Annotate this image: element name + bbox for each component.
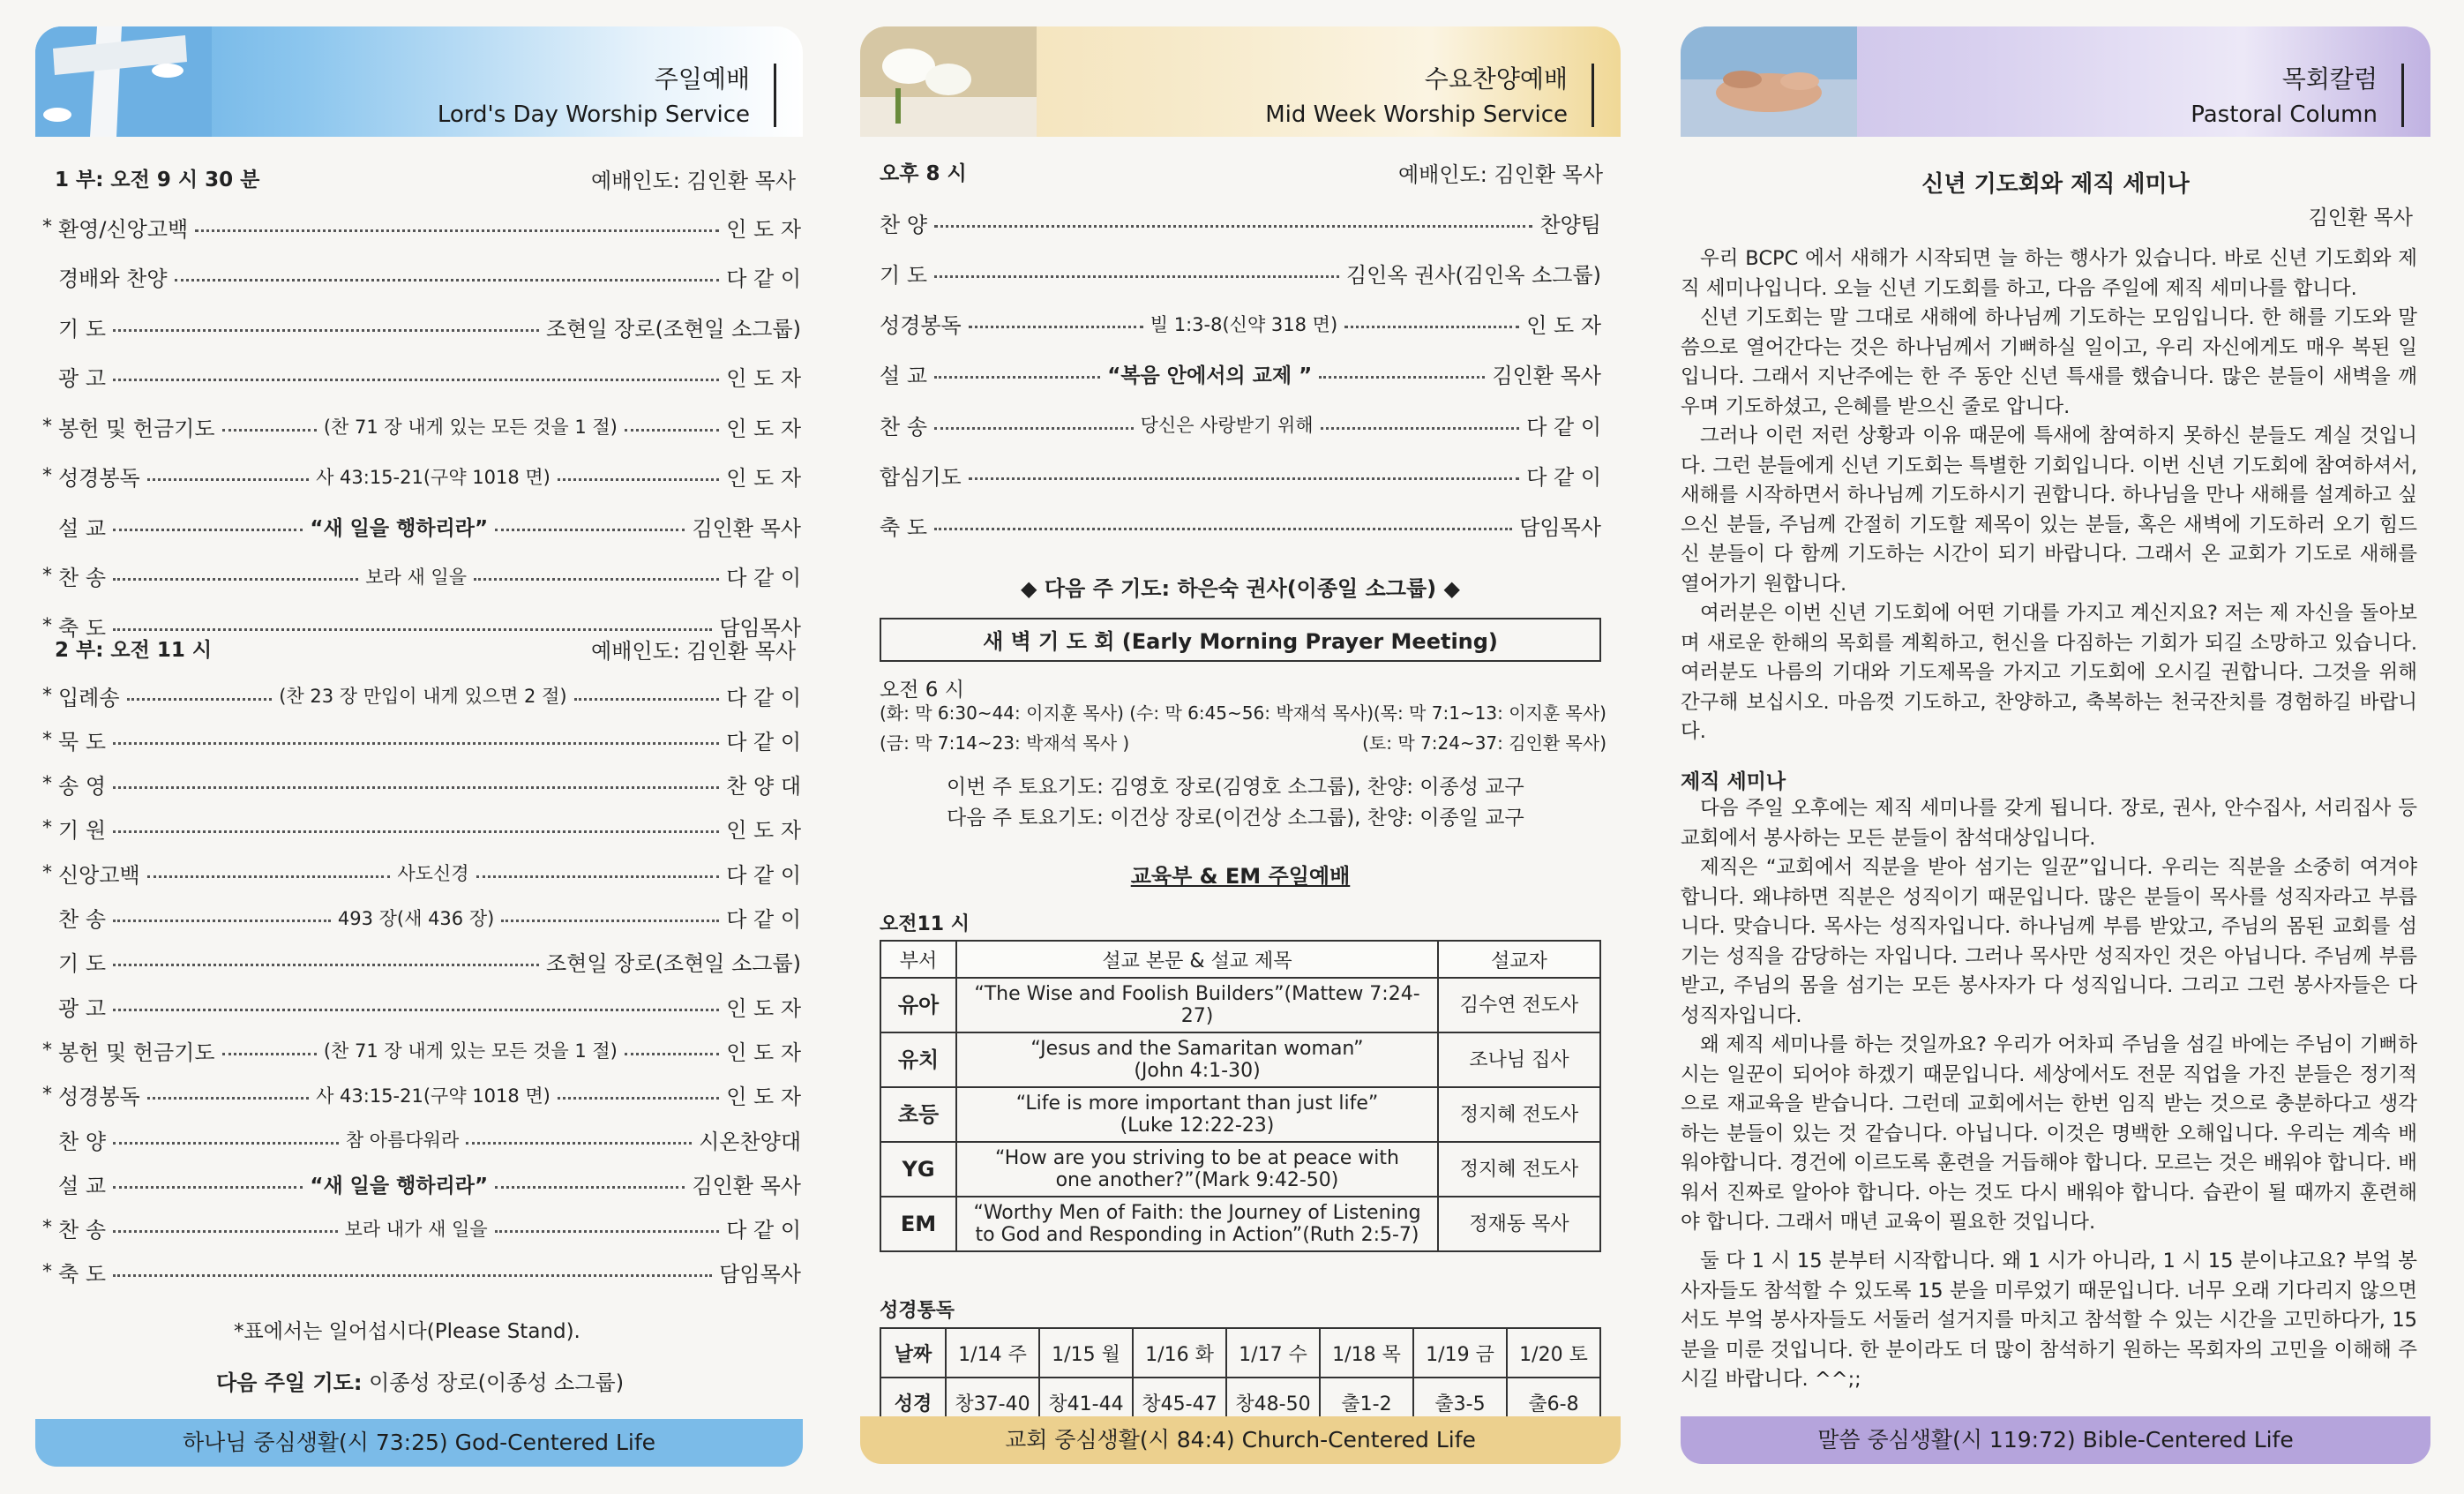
reading-book: 출3-5 (1413, 1378, 1507, 1427)
order-leader-dots (113, 529, 303, 531)
order-star: * (42, 1261, 52, 1284)
order-item-name: 설 교 (58, 515, 106, 541)
order-item-leader: 다 같 이 (726, 566, 801, 590)
order-item-leader: 다 같 이 (726, 1218, 801, 1243)
order-leader-dots (495, 1230, 720, 1233)
order-leader-dots (113, 1142, 339, 1145)
order-item-leader: 시온찬양대 (699, 1129, 802, 1154)
header-accent-bar (774, 64, 776, 127)
order-leader-dots (113, 1274, 712, 1277)
order-item-leader: 다 같 이 (726, 267, 801, 291)
article-body-3 (1681, 1247, 2417, 1395)
order-item-name: 기 도 (58, 951, 106, 977)
order-item-leader: 찬 양 대 (726, 774, 801, 800)
order-item-leader: 다 같 이 (1526, 414, 1601, 439)
education-dept: 유치 (880, 1032, 956, 1087)
education-header-dept: 부서 (880, 941, 956, 978)
education-text-line2: (Luke 12:22-23) (1120, 1115, 1275, 1137)
order-leader-dots (625, 429, 719, 432)
order-item-leader: 다 같 이 (726, 729, 801, 755)
sunday-title-ko: 주일예배 (654, 64, 750, 94)
seminar-subtitle: 제직 세미나 (1681, 770, 1786, 793)
education-preacher: 김수연 전도사 (1438, 978, 1600, 1032)
order-item-leader: 조현일 장로(조현일 소그룹) (545, 316, 801, 342)
saturday-prayer-this-week: 이번 주 토요기도: 김영호 장로(김영호 소그룹), 찬양: 이종성 교구 (947, 776, 1524, 799)
order-item-leader: 인 도 자 (726, 818, 801, 844)
education-preacher: 조나님 집사 (1438, 1032, 1600, 1087)
order-item-name: 찬 양 (880, 212, 927, 237)
education-table (880, 940, 1601, 1252)
midweek-title-ko: 수요찬양예배 (1424, 64, 1568, 94)
order-leader-dots (113, 379, 719, 381)
order-leader-dots (625, 1053, 719, 1055)
order-item-detail: 참 아름다워라 (345, 1130, 460, 1151)
order-leader-dots (969, 326, 1143, 328)
sunday-footer: 하나님 중심생활(시 73:25) God-Centered Life (35, 1419, 803, 1467)
education-text (956, 1142, 1438, 1197)
order-row (42, 767, 801, 802)
order-item-detail: (찬 71 장 내게 있는 모든 것을 1 절) (323, 417, 618, 438)
order-leader-dots (113, 786, 719, 789)
reading-book: 창45-47 (1133, 1378, 1226, 1427)
order-item-leader: 다 같 이 (726, 862, 801, 888)
order-item-name: 성경봉독 (58, 466, 140, 491)
order-item-name: 성경봉독 (880, 313, 962, 339)
education-header-text: 설교 본문 & 설교 제목 (956, 941, 1438, 978)
order-row (42, 359, 801, 394)
education-row (880, 1032, 1600, 1087)
order-item-name: 축 도 (58, 615, 106, 641)
education-text (956, 978, 1438, 1032)
order-item-name: 기 도 (880, 262, 927, 288)
education-text (956, 1032, 1438, 1087)
order-row (42, 678, 801, 713)
pastoral-footer: 말씀 중심생활(시 119:72) Bible-Centered Life (1681, 1416, 2430, 1464)
reading-book: 출6-8 (1507, 1378, 1600, 1427)
midweek-next-prayer: ◆ 다음 주 기도: 하은숙 권사(이종일 소그룹) ◆ (1021, 576, 1460, 601)
education-title: 교육부 & EM 주일예배 (1130, 864, 1351, 889)
order-item-name: 환영/신앙고백 (58, 216, 189, 242)
education-text-line2: to God and Responding in Action”(Ruth 2:5-7) (975, 1224, 1419, 1246)
lily-and-bible-image (860, 26, 1037, 137)
reading-book: 창37-40 (946, 1378, 1039, 1427)
bible-reading-title: 성경통독 (880, 1300, 955, 1322)
education-preacher: 정지혜 전도사 (1438, 1087, 1600, 1142)
dawn-schedule-1b: (목: 막 7:1~13: 이지훈 목사) (1373, 702, 1606, 724)
order-item-leader: 담임목사 (1519, 515, 1601, 541)
next-sunday-prayer-name: 이종성 장로(이종성 소그룹) (369, 1370, 625, 1395)
order-leader-dots (113, 329, 539, 332)
order-leader-dots (222, 429, 317, 432)
reading-date: 1/15 월 (1039, 1328, 1133, 1378)
order-item-name: 광 고 (58, 366, 106, 391)
order-star: * (42, 565, 52, 587)
order-row (42, 1077, 801, 1113)
order-item-detail: 493 장(새 436 장) (337, 907, 495, 929)
order-item-leader: 인 도 자 (726, 216, 801, 242)
order-item-leader: 김인옥 권사(김인옥 소그룹) (1345, 262, 1601, 288)
saturday-prayer-next-week: 다음 주 토요기도: 이건상 장로(이건상 소그룹), 찬양: 이종일 교구 (947, 807, 1524, 830)
article-paragraph: 신년 기도회는 말 그대로 새해에 하나님께 기도하는 모임입니다. 한 해를 기도와 말씀으로 열어간다는 것은 하나님께서 기뻐하실 일이고, 우리 자신에게도 매우 복된 일입니다. 그래서 지난주에는 한 주 동안 신년 특새를 했습니다. 많은 분들이 새벽을 깨우며 기도하셨고, 은혜를 받으신 줄로 압니다. (1681, 306, 2417, 418)
order-item-name: 봉헌 및 헌금기도 (58, 416, 215, 441)
next-sunday-prayer-label: 다음 주일 기도: (216, 1370, 363, 1395)
order-item-name: 입례송 (58, 685, 120, 710)
order-row (42, 1255, 801, 1290)
order-row (42, 309, 801, 344)
education-text-line1: “Worthy Men of Faith: the Journey of Listening (973, 1202, 1421, 1224)
order-leader-dots (113, 578, 358, 581)
reading-date: 1/18 목 (1320, 1328, 1413, 1378)
order-item-leader: 담임목사 (719, 1262, 801, 1288)
order-item-name: 찬 송 (880, 414, 927, 439)
order-row (880, 306, 1601, 342)
order-leader-dots (934, 225, 1532, 228)
header-accent-bar (1591, 64, 1594, 127)
order-item-name: 봉헌 및 헌금기도 (58, 1040, 215, 1065)
order-row (42, 409, 801, 444)
order-leader-dots (476, 875, 720, 878)
order-item-leader: 인 도 자 (726, 995, 801, 1021)
order-item-name: 묵 도 (58, 729, 106, 755)
reading-date: 1/16 화 (1133, 1328, 1226, 1378)
education-dept: EM (880, 1197, 956, 1251)
order-leader-dots (113, 1009, 719, 1011)
order-leader-dots (113, 830, 719, 833)
dawn-schedule-2b: (토: 막 7:24~37: 김인환 목사) (1362, 732, 1606, 754)
order-item-leader: 김인환 목사 (692, 1173, 801, 1198)
education-row (880, 1087, 1600, 1142)
order-item-leader: 김인환 목사 (692, 515, 801, 541)
education-table-header (880, 941, 1600, 978)
order-leader-dots (147, 1097, 309, 1100)
order-row (42, 1211, 801, 1246)
order-leader-dots (934, 427, 1134, 430)
order-row (42, 988, 801, 1024)
education-text (956, 1197, 1438, 1251)
order-row (880, 357, 1601, 392)
order-row (880, 255, 1601, 290)
order-row (42, 1032, 801, 1068)
order-leader-dots (113, 742, 719, 745)
order-item-name: 송 영 (58, 774, 106, 800)
order-item-name: 기 도 (58, 316, 106, 342)
order-item-leader: 인 도 자 (726, 416, 802, 441)
order-item-detail: (찬 23 장 만입이 내게 있으면 2 절) (279, 686, 567, 707)
article-author: 김인환 목사 (2308, 206, 2413, 229)
education-text (956, 1087, 1438, 1142)
sunday-worship-column (35, 26, 803, 1474)
midweek-leader: 예배인도: 김인환 목사 (1398, 162, 1603, 187)
education-row (880, 1142, 1600, 1197)
order-leader-dots (558, 478, 719, 481)
order-star: * (42, 773, 52, 796)
order-row (42, 459, 801, 494)
order-item-leader: 인 도 자 (726, 466, 802, 491)
order-item-name: 신앙고백 (58, 862, 140, 888)
order-star: * (42, 817, 52, 840)
reading-date: 1/17 수 (1226, 1328, 1320, 1378)
header-accent-bar (2401, 64, 2404, 127)
order-item-detail: 사 43:15-21(구약 1018 면) (316, 466, 550, 488)
order-item-name: 설 교 (880, 364, 927, 389)
order-leader-dots (222, 1053, 317, 1055)
education-text-line1: “Life is more important than just life” (1015, 1092, 1379, 1115)
order-star: * (42, 215, 52, 238)
order-star: * (42, 415, 52, 438)
order-item-leader: 담임목사 (719, 615, 801, 641)
order-leader-dots (495, 529, 685, 531)
order-row (880, 508, 1601, 544)
article-body-1 (1681, 244, 2417, 747)
midweek-title-en: Mid Week Worship Service (1265, 101, 1568, 128)
sunday-title (438, 62, 750, 132)
order-row (42, 811, 801, 846)
order-item-leader: 다 같 이 (726, 907, 801, 932)
education-text-line2: (John 4:1-30) (1134, 1060, 1261, 1082)
midweek-footer: 교회 중심생활(시 84:4) Church-Centered Life (860, 1416, 1621, 1464)
order-star: * (42, 1084, 52, 1107)
pastoral-title (2191, 62, 2378, 132)
order-item-detail: 보라 새 일을 (365, 566, 467, 588)
order-item-name: 성경봉독 (58, 1085, 140, 1110)
dawn-schedule-1a: (화: 막 6:30~44: 이지훈 목사) (수: 막 6:45~56: 박재석 목사) (880, 702, 1374, 724)
order-leader-dots (113, 964, 539, 966)
order-item-name: 찬 송 (58, 907, 106, 932)
stand-note: *표에서는 일어섭시다(Please Stand). (234, 1320, 580, 1343)
order-item-leader: 인 도 자 (1526, 313, 1601, 339)
order-item-detail: 당신은 사랑받기 위해 (1140, 415, 1314, 437)
order-leader-dots (113, 1230, 338, 1233)
order-item-leader: 다 같 이 (726, 685, 801, 710)
education-row (880, 978, 1600, 1032)
order-item-detail: 사도신경 (397, 863, 469, 885)
order-row (42, 900, 801, 935)
order-item-leader: 김인환 목사 (1492, 364, 1601, 389)
order-item-detail: “새 일을 행하리라” (310, 516, 489, 540)
dawn-prayer-title: 새 벽 기 도 회 (Early Morning Prayer Meeting) (880, 618, 1601, 662)
education-header-preacher: 설교자 (1438, 941, 1600, 978)
article-paragraph: 둘 다 1 시 15 분부터 시작합니다. 왜 1 시가 아니라, 1 시 15 분이냐고요? 부엌 봉사자들도 참석할 수 있도록 15 분을 미루었기 때문입니다. 너무 오래 기다리지 않으면서도 부엌 봉사자들도 서둘러 설거지를 마치고 참석할 수 있는 시간을 고민하다가, 15 분을 미룬 것입니다. 한 분이라도 더 많이 참석하기 원하는 목회자의 고민을 이해해 주시길 바랍니다. ^^;; (1681, 1250, 2417, 1391)
education-text-line1: “How are you striving to be at peace with (995, 1147, 1399, 1169)
order-leader-dots (1344, 326, 1519, 328)
order-item-detail: 사 43:15-21(구약 1018 면) (316, 1085, 550, 1107)
order-item-name: 축 도 (58, 1262, 106, 1288)
pastoral-header (1681, 26, 2430, 137)
order-row (42, 508, 801, 544)
service1-leader: 예배인도: 김인환 목사 (591, 169, 796, 193)
order-item-name: 기 원 (58, 818, 106, 844)
education-preacher: 정지혜 전도사 (1438, 1142, 1600, 1197)
reading-book: 창48-50 (1226, 1378, 1320, 1427)
order-leader-dots (934, 376, 1100, 379)
order-item-leader: 인 도 자 (726, 366, 801, 391)
order-leader-dots (495, 1186, 685, 1189)
order-leader-dots (113, 1186, 303, 1189)
service1-time: 1 부: 오전 9 시 30 분 (55, 169, 260, 191)
article-paragraph: 우리 BCPC 에서 새해가 시작되면 늘 하는 행사가 있습니다. 바로 신년 기도회와 제직 세미나입니다. 오늘 신년 기도회를 하고, 다음 주일에 제직 세미나를 합니다. (1681, 247, 2417, 300)
order-leader-dots (195, 229, 719, 232)
order-item-name: 찬 송 (58, 566, 106, 590)
pastoral-title-ko: 목회칼럼 (2281, 64, 2378, 94)
order-leader-dots (474, 578, 719, 581)
order-row (42, 855, 801, 890)
reading-date: 1/19 금 (1413, 1328, 1507, 1378)
order-star: * (42, 684, 52, 707)
education-text-line1: “Jesus and the Samaritan woman” (1030, 1038, 1364, 1060)
order-item-detail: 보라 내가 새 일을 (344, 1218, 488, 1240)
midweek-title (1265, 62, 1568, 132)
bible-reading-table (880, 1327, 1601, 1428)
education-row (880, 1197, 1600, 1251)
education-time: 오전11 시 (880, 913, 970, 935)
article-paragraph: 그러나 이런 저런 상황과 이유 때문에 특새에 참여하지 못하신 분들도 계실 것입니다. 그런 분들에게 신년 기도회는 특별한 기회입니다. 이번 신년 기도회에 참여하셔서, 새해를 시작하면서 하나님께 기도하시기 권합니다. 하나님을 만나 새해를 설계하고 싶으신 분들, 주님께 간절히 기도할 제목이 있는 분들, 혹은 새벽에 기도하러 오기 힘드신 분들이 다 함께 기도하는 시간이 되기 바랍니다. 그래서 온 교회가 기도로 새해를 열어가기 원합니다. (1681, 424, 2417, 596)
education-text-line2: one another?”(Mark 9:42-50) (1055, 1169, 1339, 1191)
order-item-detail: 빌 1:3-8(신약 318 면) (1150, 313, 1338, 335)
order-leader-dots (934, 528, 1512, 530)
article-paragraph: 제직은 “교회에서 직분을 받아 섬기는 일꾼”입니다. 우리는 직분을 소중히 여겨야 합니다. 왜냐하면 직분은 성직이기 때문입니다. 많은 분들이 목사를 성직자라고 부릅니다. 맞습니다. 목사는 성직자입니다. 하나님께 부름 받았고, 주님의 몸된 교회를 섬기는 성직을 감당하는 자입니다. 그러나 목사만 성직자인 것은 아닙니다. 주님께 부름 받고, 주님의 몸을 섬기는 모든 봉사자가 다 성직입니다. 그리고 그런 봉사자들은 다 성직자입니다. (1681, 856, 2417, 1027)
order-leader-dots (466, 1142, 692, 1145)
order-row (42, 259, 801, 295)
order-item-name: 찬 양 (58, 1129, 106, 1154)
order-leader-dots (1321, 427, 1520, 430)
pastoral-column (1681, 26, 2430, 1474)
order-item-name: 찬 송 (58, 1218, 106, 1243)
education-dept: 초등 (880, 1087, 956, 1142)
pastoral-title-en: Pastoral Column (2191, 101, 2378, 128)
service2-time: 2 부: 오전 11 시 (55, 639, 213, 662)
article-title: 신년 기도회와 제직 세미나 (1921, 171, 2190, 198)
order-leader-dots (934, 275, 1339, 278)
dawn-prayer-time: 오전 6 시 (880, 679, 964, 702)
order-leader-dots (501, 920, 719, 922)
order-leader-dots (574, 698, 720, 701)
education-dept: 유아 (880, 978, 956, 1032)
order-leader-dots (127, 698, 273, 701)
order-row (880, 458, 1601, 493)
article-paragraph: 다음 주일 오후에는 제직 세미나를 갖게 됩니다. 장로, 권사, 안수집사, 서리집사 등 교회에서 봉사하는 모든 분들이 참석대상입니다. (1681, 797, 2417, 850)
order-item-name: 광 고 (58, 995, 106, 1021)
order-row (42, 1122, 801, 1157)
midweek-worship-column (860, 26, 1621, 1474)
order-star: * (42, 861, 52, 884)
order-row (42, 1166, 801, 1201)
reading-book: 출1-2 (1320, 1378, 1413, 1427)
order-item-leader: 조현일 장로(조현일 소그룹) (545, 951, 801, 977)
reading-date-header: 날짜 (880, 1328, 946, 1378)
next-sunday-prayer (216, 1365, 624, 1396)
sunday-header (35, 26, 803, 137)
article-paragraph: 여러분은 이번 신년 기도회에 어떤 기대를 가지고 계신지요? 저는 제 자신을 돌아보며 새로운 한해의 목회를 계획하고, 헌신을 다짐하는 기회가 되길 소망하고 있습니다. 여러분도 나름의 기대와 기도제목을 가지고 기도회에 오시길 권합니다. 그것을 위해 간구해 보십시오. 마음껏 기도하고, 찬양하고, 축복하는 천국잔치를 경험하길 바랍니다. (1681, 602, 2417, 743)
order-leader-dots (113, 920, 331, 922)
order-item-name: 경배와 찬양 (58, 267, 168, 291)
joined-hands-image (1681, 26, 1857, 137)
order-star: * (42, 1217, 52, 1240)
order-leader-dots (558, 1097, 719, 1100)
midweek-time: 오후 8 시 (880, 162, 967, 185)
reading-book-header: 성경 (880, 1378, 946, 1427)
order-star: * (42, 465, 52, 487)
order-leader-dots (113, 628, 712, 631)
order-leader-dots (1319, 376, 1485, 379)
order-leader-dots (147, 875, 391, 878)
order-star: * (42, 614, 52, 637)
order-item-leader: 다 같 이 (1526, 465, 1601, 490)
order-item-detail: (찬 71 장 내게 있는 모든 것을 1 절) (323, 1040, 618, 1062)
order-row (42, 722, 801, 757)
education-preacher: 정재동 목사 (1438, 1197, 1600, 1251)
order-row (880, 205, 1601, 240)
order-item-name: 축 도 (880, 515, 927, 541)
order-star: * (42, 1039, 52, 1062)
sunday-title-en: Lord's Day Worship Service (437, 101, 750, 128)
reading-date: 1/20 토 (1507, 1328, 1600, 1378)
order-row (42, 559, 801, 594)
education-text-line1: “The Wise and Foolish Builders”(Mattew 7:24-27) (974, 983, 1420, 1027)
reading-book: 창41-44 (1039, 1378, 1133, 1427)
order-leader-dots (969, 477, 1519, 480)
order-item-name: 설 교 (58, 1173, 106, 1198)
order-leader-dots (147, 478, 309, 481)
dawn-schedule-2a: (금: 막 7:14~23: 박재석 목사 ) (880, 732, 1130, 754)
reading-date: 1/14 주 (946, 1328, 1039, 1378)
order-leader-dots (175, 279, 720, 282)
order-item-detail: “복음 안에서의 교제 ” (1107, 364, 1313, 388)
order-item-name: 합심기도 (880, 465, 962, 490)
cross-and-doves-image (35, 26, 212, 137)
order-item-leader: 찬양팀 (1539, 212, 1601, 237)
order-item-leader: 인 도 자 (726, 1085, 802, 1110)
service2-leader: 예배인도: 김인환 목사 (591, 639, 796, 664)
midweek-header (860, 26, 1621, 137)
article-body-2 (1681, 794, 2417, 1238)
article-paragraph: 왜 제직 세미나를 하는 것일까요? 우리가 어차피 주님을 섬길 바에는 주님이 기뻐하시는 일꾼이 되어야 하겠기 때문입니다. 세상에서도 전문 직업을 가진 분들은 정기적으로 재교육을 받습니다. 그런데 교회에서는 한번 임직 받는 것으로 충분하다고 생각하는 분들이 있는 것 같습니다. 아닙니다. 이것은 명백한 오해입니다. 우리는 계속 배워야합니다. 경건에 이르도록 훈련을 거듭해야 합니다. 모르는 것은 배워야 합니다. 배워서 진짜로 알아야 합니다. 아는 것도 다시 배워야 합니다. 습관이 될 때까지 훈련해야 합니다. 그래서 매년 교육이 필요한 것입니다. (1681, 1033, 2417, 1234)
order-row (880, 407, 1601, 442)
order-item-detail: “새 일을 행하리라” (310, 1174, 489, 1197)
order-row (42, 209, 801, 244)
order-item-leader: 인 도 자 (726, 1040, 802, 1065)
order-row (42, 944, 801, 980)
order-star: * (42, 728, 52, 751)
education-dept: YG (880, 1142, 956, 1197)
